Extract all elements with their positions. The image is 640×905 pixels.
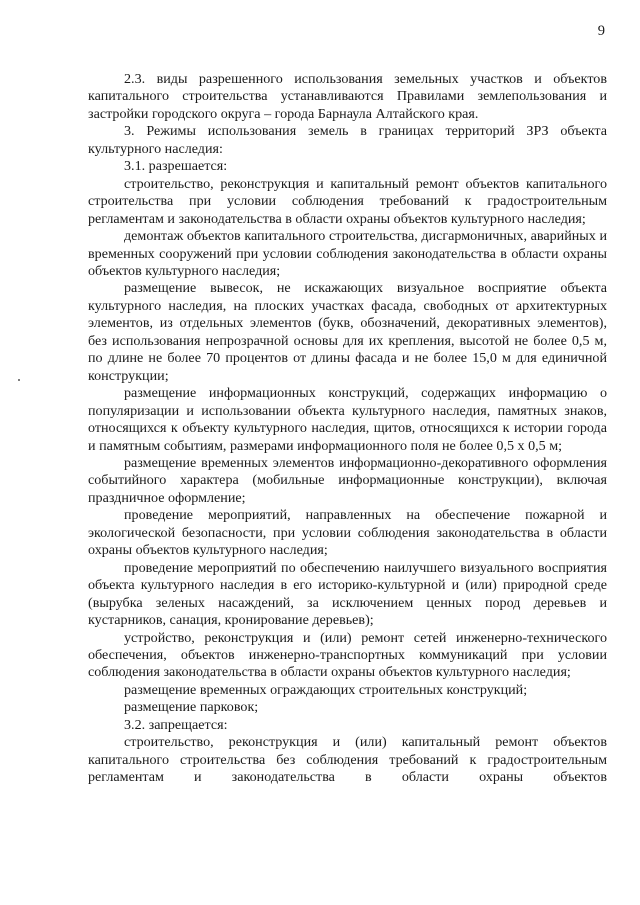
paragraph-construction: строительство, реконструкция и капитальный ремонт объектов капитального строительства при условии соблюдения требований к градостроительным регламентам и законодательства в области охраны объектов культурного наследия; xyxy=(88,175,607,227)
paragraph-visual-perception: проведение мероприятий по обеспечению наилучшего визуального восприятия объекта культурного наследия в его историко-культурной и (или) природной среде (вырубка зеленых насаждений, за исключением ценных пород деревьев и кустарников, санация, кронирование деревьев); xyxy=(88,559,607,629)
paragraph-3-heading: 3. Режимы использования земель в границах территорий ЗРЗ объекта культурного наследия: xyxy=(88,123,607,157)
paragraph-2-3: 2.3. виды разрешенного использования земельных участков и объектов капитального строительства устанавливаются Правилами землепользования и застройки городского округа – города Барнаула Алтайского края. xyxy=(88,71,607,122)
paragraph-parking: размещение парковок; xyxy=(124,699,259,716)
paragraph-info-structures: размещение информационных конструкций, содержащих информацию о популяризации и использовании объекта культурного наследия, памятных знаков, относящихся к объекту культурного наследия, щитов, относящихся к истории города и памятным событиям, размерами информационного поля не более 0,5 х 0,5 м; xyxy=(88,385,607,454)
margin-mark xyxy=(18,379,20,381)
paragraph-3-1-allowed: 3.1. разрешается: xyxy=(124,158,228,175)
page-number: 9 xyxy=(597,23,605,39)
paragraph-fire-safety: проведение мероприятий, направленных на обеспечение пожарной и экологической безопасности, при условии соблюдения законодательства в области охраны объектов культурного наследия; xyxy=(88,507,607,559)
paragraph-forbidden-construction: строительство, реконструкция и (или) капитальный ремонт объектов капитального строительства без соблюдения требований к градостроительным регламентам и законодательства в области охраны объектов xyxy=(88,734,607,786)
document-body xyxy=(88,71,607,787)
paragraph-engineering-networks: устройство, реконструкция и (или) ремонт сетей инженерно-технического обеспечения, объектов инженерно-транспортных коммуникаций при условии соблюдения законодательства в области охраны объектов культурного наследия; xyxy=(88,629,607,681)
paragraph-temporary-decor: размещение временных элементов информационно-декоративного оформления событийного характера (мобильные информационные конструкции), включая праздничное оформление; xyxy=(88,454,607,506)
paragraph-temporary-fences: размещение временных ограждающих строительных конструкций; xyxy=(124,681,528,698)
paragraph-3-2-forbidden: 3.2. запрещается: xyxy=(124,716,228,733)
paragraph-signage: размещение вывесок, не искажающих визуальное восприятие объекта культурного наследия, на плоских участках фасада, свободных от архитектурных элементов, из отдельных элементов (букв, обозначений, декоративных элементов), без использования непрозрачной основы для их крепления, высотой не более 0,5 м, по длине не более 70 процентов от длины фасада и не более 15,0 м для единичной конструкции; xyxy=(88,280,607,384)
paragraph-demolition: демонтаж объектов капитального строительства, дисгармоничных, аварийных и временных сооружений при условии соблюдения законодательства в области охраны объектов культурного наследия; xyxy=(88,228,607,279)
